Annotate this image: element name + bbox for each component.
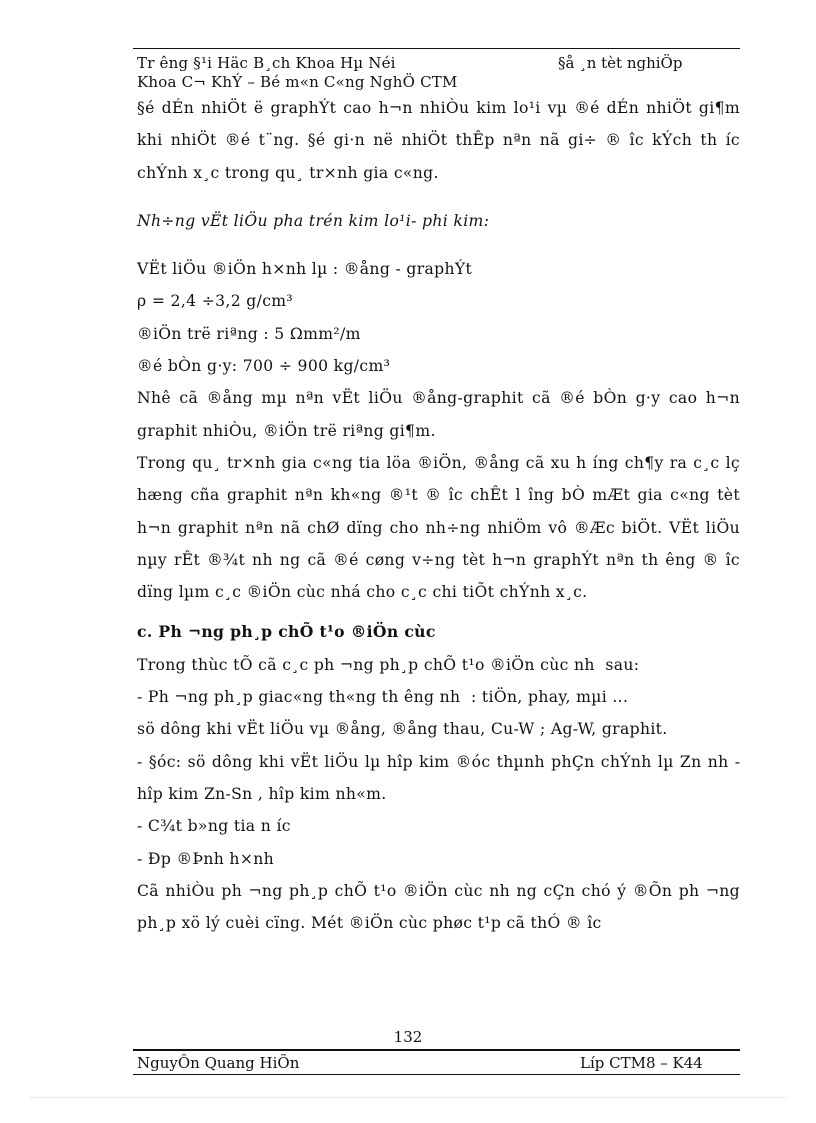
- footer-bottom-rule: [133, 1074, 740, 1075]
- footer-author: NguyÔn Quang HiÕn: [137, 1054, 300, 1072]
- strength-line: ®é bÒn g·y: 700 ÷ 900 kg/cm³: [137, 357, 391, 376]
- header-thesis-label: §å ¸n tèt nghiÖp: [558, 54, 683, 72]
- page-number: 132: [393, 1028, 423, 1046]
- list-item-casting: - §óc: sö dông khi vËt liÖu lµ hîp kim ®óc thµnh phÇn chÝnh lµ Zn nh hîp kim Zn-Sn , hîp kim nh«m.: [137, 752, 740, 803]
- footer-rule: [133, 1049, 740, 1051]
- list-item-machining: - Ph ¬ng ph¸p giac«ng th«ng th êng nh : tiÖn, phay, mµi ...: [137, 688, 629, 707]
- list-item-waterjet: - C¾t b»ng tia n íc: [137, 817, 291, 836]
- header-department: Khoa C¬ KhÝ – Bé m«n C«ng NghÖ CTM: [137, 73, 458, 91]
- section-title: c. Ph ¬ng ph¸p chÕ t¹o ®iÖn cùc: [137, 622, 436, 642]
- density-line: ρ = 2,4 ÷3,2 g/cm³: [137, 292, 294, 311]
- header-school: Tr êng §¹i Häc B¸ch Khoa Hµ Néi: [137, 54, 396, 72]
- paragraph-methods-intro: Trong thùc tÕ cã c¸c ph ¬ng ph¸p chÕ t¹o ®iÖn cùc nh sau:: [137, 655, 640, 674]
- paragraph-graphite-conductivity: §é dÉn nhiÖt ë graphÝt cao h¬n nhiÒu kim lo¹i vµ ®é dÉn nhiÖt gi¶m khi nhiÖt ®é t¨ng. §é gi·n në nhiÖt thÊp nªn nã gi÷ ® îc kÝch th íc chÝnh x¸c trong qu¸ tr×nh gia c«ng.: [137, 99, 740, 182]
- list-item-machining-note: sö dông khi vËt liÖu vµ ®ång, ®ång thau, Cu-W ; Ag-W, graphit.: [137, 720, 668, 739]
- material-line: VËt liÖu ®iÖn h×nh lµ : ®ång - graphÝt: [137, 260, 473, 279]
- list-item-pressing: - Ðp ®Þnh h×nh: [137, 849, 275, 868]
- paragraph-edm-machining: Trong qu¸ tr×nh gia c«ng tia löa ®iÖn, ®ång cã xu h íng ch¶y ra c¸c lç hæng cña graphit nªn kh«ng ®¹t ® îc chÊt l îng bÒ mÆt gia c«ng tèt h¬n graphit nªn nã chØ dïng cho nh÷ng nhiÖm vô ®Æc biÖt. VËt liÖu nµy rÊt ®¾t nh ng cã ®é cøng v÷ng tèt h¬n graphÝt nªn th êng ® îc dïng lµm c¸c ®iÖn cùc nhá cho c¸c chi tiÕt chÝnh x¸c.: [137, 453, 740, 602]
- resistivity-line: ®iÖn trë riªng : 5 Ωmm²/m: [137, 324, 361, 343]
- paragraph-copper-graphite: Nhê cã ®ång mµ nªn vËt liÖu ®ång-graphit cã ®é bÒn g·y cao h¬n graphit nhiÒu, ®iÖn trë riªng gi¶m.: [137, 389, 740, 440]
- document-body: [137, 92, 740, 939]
- footer-class: Líp CTM8 – K44: [580, 1054, 703, 1072]
- paragraph-final-processing: Cã nhiÒu ph ¬ng ph¸p chÕ t¹o ®iÖn cùc nh ng cÇn chó ý ®Õn ph ¬ng ph¸p xö lý cuèi cïng. Mét ®iÖn cùc phøc t¹p cã thÓ ® îc: [137, 881, 740, 933]
- subheading-metal-nonmetal: Nh÷ng vËt liÖu pha trén kim lo¹i- phi kim:: [137, 211, 490, 230]
- header-top-rule: [133, 48, 740, 49]
- page-edge-divider: [30, 1097, 786, 1098]
